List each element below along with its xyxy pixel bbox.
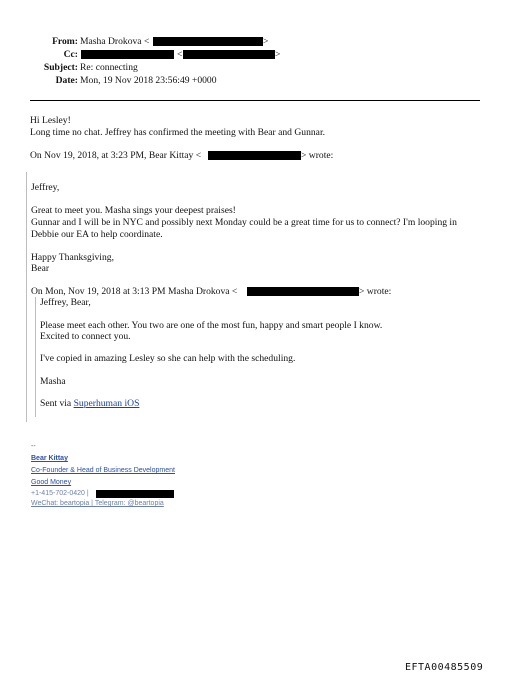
- cc-tail: >: [275, 49, 281, 60]
- bates-number: EFTA00485509: [405, 662, 484, 673]
- quote-bar: [35, 297, 36, 417]
- quote-paragraph: Please meet each other. You two are one of the most fun, happy and smart people I know.: [40, 320, 383, 331]
- quote-paragraph: Great to meet you. Masha sings your deepest praises!: [31, 205, 236, 216]
- greeting: Hi Lesley!: [30, 115, 71, 126]
- from-value: Masha Drokova <: [80, 36, 150, 47]
- from-tail: >: [263, 36, 269, 47]
- signature-company[interactable]: Good Money: [31, 479, 72, 486]
- redaction-box: [153, 37, 263, 46]
- reply-attribution-tail: > wrote:: [359, 286, 392, 297]
- cc-separator: <: [177, 49, 183, 60]
- quote-paragraph: I've copied in amazing Lesley so she can help with the scheduling.: [40, 353, 296, 364]
- quote-paragraph: Gunnar and I will be in NYC and possibly next Monday could be a great time for us to connect? I'm looping in: [31, 217, 457, 228]
- signature-dashes: --: [31, 443, 36, 450]
- date-label: Date:: [55, 75, 78, 86]
- quote-paragraph: Excited to connect you.: [40, 331, 131, 342]
- from-label: From:: [52, 36, 78, 47]
- signature-name[interactable]: Bear Kittay: [31, 455, 68, 462]
- cc-label: Cc:: [63, 49, 78, 60]
- subject-label: Subject:: [43, 62, 78, 73]
- subject-value: Re: connecting: [80, 62, 138, 73]
- signature-title[interactable]: Co-Founder & Head of Business Development: [31, 467, 175, 474]
- redaction-box: [183, 50, 275, 59]
- signature-social[interactable]: WeChat: beartopia | Telegram: @beartopia: [31, 500, 164, 507]
- redaction-box: [247, 287, 359, 296]
- quote-bar: [26, 172, 27, 422]
- reply-attribution-tail: > wrote:: [301, 150, 334, 161]
- sent-via: [40, 398, 139, 409]
- reply-attribution: On Mon, Nov 19, 2018 at 3:13 PM Masha Drokova <: [31, 286, 238, 297]
- quote-signoff: Bear: [31, 263, 50, 274]
- quote-paragraph: Debbie our EA to help coordinate.: [31, 229, 163, 240]
- quote-closing: Happy Thanksgiving,: [31, 252, 114, 263]
- sent-via-prefix: Sent via: [40, 398, 74, 409]
- body-line: Long time no chat. Jeffrey has confirmed the meeting with Bear and Gunnar.: [30, 127, 326, 138]
- redaction-box: [81, 50, 174, 59]
- reply-attribution: On Nov 19, 2018, at 3:23 PM, Bear Kittay <: [30, 150, 202, 161]
- header-divider: [30, 100, 480, 101]
- signature-phone: +1-415-702-0420 |: [31, 490, 89, 497]
- quote-salutation: Jeffrey, Bear,: [40, 297, 91, 308]
- date-value: Mon, 19 Nov 2018 23:56:49 +0000: [80, 75, 217, 86]
- redaction-box: [208, 151, 301, 160]
- redaction-box: [96, 490, 174, 498]
- quote-salutation: Jeffrey,: [31, 182, 60, 193]
- quote-signoff: Masha: [40, 376, 66, 387]
- superhuman-link[interactable]: Superhuman iOS: [73, 398, 140, 409]
